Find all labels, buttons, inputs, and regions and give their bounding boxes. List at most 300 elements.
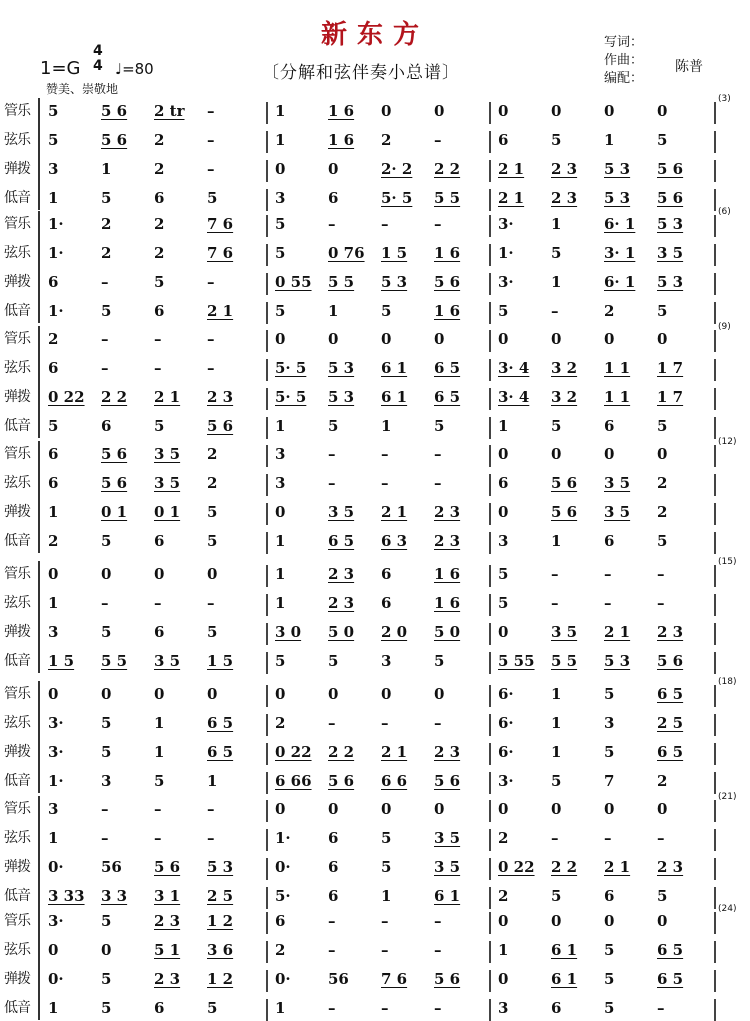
measure-number: (9) xyxy=(718,322,731,332)
beat-notation: – xyxy=(154,359,162,377)
beat-notation: 1 xyxy=(101,160,112,178)
beat-notation: 6 xyxy=(48,445,59,463)
beat-notation: 0 xyxy=(657,330,668,348)
beat-notation: 5 3 xyxy=(657,273,684,291)
barline xyxy=(714,565,716,587)
measure-row xyxy=(275,941,487,963)
beat-notation: 1 6 xyxy=(434,594,461,612)
beat-notation: 0 xyxy=(381,102,392,120)
beat-notation: 0 xyxy=(48,685,59,703)
system-bracket xyxy=(38,441,40,553)
beat-notation: 5 xyxy=(551,244,562,262)
beat-notation: 5 xyxy=(657,302,668,320)
barline xyxy=(489,388,491,410)
beat-notation: 3· xyxy=(498,215,514,233)
beat-notation: – xyxy=(434,445,442,463)
beat-notation: 0 xyxy=(498,445,509,463)
barline xyxy=(266,215,268,237)
score-title: 新东方 xyxy=(320,20,429,50)
beat-notation: 6 5 xyxy=(657,970,684,988)
beat-notation: 6 xyxy=(381,594,392,612)
beat-notation: 0 xyxy=(498,102,509,120)
beat-notation: 2 xyxy=(657,503,668,521)
measure-row xyxy=(275,829,487,851)
beat-notation: 0 xyxy=(275,330,286,348)
beat-notation: 0 xyxy=(434,102,445,120)
beat-notation: 1 xyxy=(551,273,562,291)
time-signature xyxy=(93,44,103,74)
beat-notation: 5 xyxy=(604,685,615,703)
beat-notation: 1 5 xyxy=(48,652,75,670)
beat-notation: 2 tr xyxy=(154,102,185,120)
measure-row xyxy=(48,999,260,1021)
beat-notation: 3 xyxy=(604,714,615,732)
beat-notation: 5 xyxy=(604,970,615,988)
beat-notation: 0 xyxy=(551,445,562,463)
beat-notation: 5 xyxy=(498,302,509,320)
barline xyxy=(714,445,716,467)
beat-notation: 0 xyxy=(101,565,112,583)
beat-notation: 2 xyxy=(275,941,286,959)
measure-row xyxy=(275,999,487,1021)
beat-notation: 6 5 xyxy=(207,714,234,732)
beat-notation: 6 5 xyxy=(657,685,684,703)
measure-row xyxy=(498,652,710,674)
part-label: 管乐 xyxy=(4,103,30,119)
measure-row xyxy=(498,623,710,645)
beat-notation: 2 1 xyxy=(498,189,525,207)
beat-notation: 2 xyxy=(207,445,218,463)
barline xyxy=(489,532,491,554)
beat-notation: 2 2 xyxy=(101,388,128,406)
beat-notation: – xyxy=(604,565,612,583)
beat-notation: 3 5 xyxy=(434,858,461,876)
beat-notation: 0 xyxy=(434,330,445,348)
beat-notation: 5· 5 xyxy=(381,189,413,207)
measure-row xyxy=(498,359,710,381)
score-system xyxy=(0,92,750,210)
measure-row xyxy=(275,652,487,674)
beat-notation: 1 xyxy=(275,594,286,612)
beat-notation: 2 3 xyxy=(328,565,355,583)
beat-notation: 1· xyxy=(275,829,291,847)
beat-notation: 1 xyxy=(328,302,339,320)
beat-notation: 2 3 xyxy=(551,189,578,207)
measure-row xyxy=(48,970,260,992)
beat-notation: 0 xyxy=(604,445,615,463)
beat-notation: 2· 2 xyxy=(381,160,413,178)
barline xyxy=(489,215,491,237)
beat-notation: 5 3 xyxy=(604,189,631,207)
beat-notation: 2 3 xyxy=(657,623,684,641)
beat-notation: 5 xyxy=(381,858,392,876)
measure-row xyxy=(48,503,260,525)
measure-row xyxy=(48,160,260,182)
measure-row xyxy=(48,244,260,266)
beat-notation: – xyxy=(207,102,215,120)
barline xyxy=(266,102,268,124)
beat-notation: 5 xyxy=(101,714,112,732)
beat-notation: 6 xyxy=(154,532,165,550)
beat-notation: – xyxy=(101,359,109,377)
beat-notation: 6 1 xyxy=(551,941,578,959)
beat-notation: 5 xyxy=(551,772,562,790)
measure-row xyxy=(48,215,260,237)
part-label: 管乐 xyxy=(4,446,30,462)
beat-notation: – xyxy=(657,999,665,1017)
barline xyxy=(266,273,268,295)
beat-notation: 0 1 xyxy=(101,503,128,521)
beat-notation: 0 xyxy=(101,941,112,959)
beat-notation: 1· xyxy=(48,215,64,233)
beat-notation: 5 6 xyxy=(434,970,461,988)
beat-notation: 0 xyxy=(381,800,392,818)
part-label: 弹拨 xyxy=(4,624,30,640)
beat-notation: 1 1 xyxy=(604,359,631,377)
measure-number: (3) xyxy=(718,94,731,104)
beat-notation: 3· xyxy=(498,772,514,790)
beat-notation: 5 xyxy=(328,417,339,435)
measure-row xyxy=(275,215,487,237)
beat-notation: – xyxy=(434,474,442,492)
beat-notation: 5 xyxy=(101,970,112,988)
system-bracket xyxy=(38,211,40,323)
barline xyxy=(714,800,716,822)
measure-row xyxy=(275,594,487,616)
beat-notation: – xyxy=(328,714,336,732)
measure-row xyxy=(498,215,710,237)
barline xyxy=(714,970,716,992)
measure-row xyxy=(48,652,260,674)
beat-notation: 0 xyxy=(101,685,112,703)
part-label: 低音 xyxy=(4,418,30,434)
beat-notation: 3 xyxy=(48,800,59,818)
beat-notation: – xyxy=(381,941,389,959)
beat-notation: 5 xyxy=(604,743,615,761)
beat-notation: – xyxy=(154,800,162,818)
beat-notation: 2 3 xyxy=(434,743,461,761)
beat-notation: – xyxy=(657,594,665,612)
measure-row xyxy=(48,685,260,707)
beat-notation: 0 xyxy=(498,800,509,818)
beat-notation: 0 xyxy=(207,565,218,583)
measure-row xyxy=(498,388,710,410)
part-label: 弦乐 xyxy=(4,245,30,261)
beat-notation: 5 3 xyxy=(604,652,631,670)
beat-notation: 1 xyxy=(498,417,509,435)
part-label: 弹拨 xyxy=(4,161,30,177)
barline xyxy=(266,503,268,525)
beat-notation: 1 xyxy=(48,829,59,847)
beat-notation: 5 xyxy=(434,417,445,435)
beat-notation: 0 xyxy=(154,685,165,703)
score-system xyxy=(0,320,750,438)
beat-notation: 0 22 xyxy=(275,743,312,761)
beat-notation: 5 3 xyxy=(328,359,355,377)
barline xyxy=(266,912,268,934)
beat-notation: 2 1 xyxy=(207,302,234,320)
barline xyxy=(714,532,716,554)
barline xyxy=(489,131,491,153)
beat-notation: – xyxy=(207,359,215,377)
beat-notation: 0 xyxy=(551,800,562,818)
beat-notation: 5 6 xyxy=(101,131,128,149)
beat-notation: 5 xyxy=(101,302,112,320)
beat-notation: 6 5 xyxy=(657,743,684,761)
beat-notation: 0 xyxy=(275,503,286,521)
barline xyxy=(266,131,268,153)
beat-notation: 3· 4 xyxy=(498,388,530,406)
barline xyxy=(714,999,716,1021)
beat-notation: 5 xyxy=(604,941,615,959)
meter-top: 4 xyxy=(93,43,103,59)
beat-notation: – xyxy=(434,912,442,930)
beat-notation: 5 3 xyxy=(381,273,408,291)
beat-notation: 5 xyxy=(328,652,339,670)
measure-row xyxy=(275,970,487,992)
measure-row xyxy=(48,388,260,410)
beat-notation: 1· xyxy=(48,302,64,320)
measure-row xyxy=(498,131,710,153)
beat-notation: 2 3 xyxy=(154,912,181,930)
barline xyxy=(714,594,716,616)
beat-notation: 5 3 xyxy=(328,388,355,406)
measure-row xyxy=(498,743,710,765)
credit-composer: 作曲： xyxy=(604,53,644,68)
beat-notation: 3 xyxy=(48,160,59,178)
beat-notation: 1 xyxy=(275,532,286,550)
measure-row xyxy=(48,445,260,467)
beat-notation: 5 3 xyxy=(657,215,684,233)
beat-notation: 1 xyxy=(207,772,218,790)
beat-notation: 0 55 xyxy=(275,273,312,291)
measure-row xyxy=(48,623,260,645)
beat-notation: 2 xyxy=(657,772,668,790)
composer-name: 陈普 xyxy=(675,59,703,75)
beat-notation: 6 66 xyxy=(275,772,312,790)
barline xyxy=(266,445,268,467)
beat-notation: – xyxy=(381,215,389,233)
beat-notation: – xyxy=(604,594,612,612)
beat-notation: 2 1 xyxy=(381,743,408,761)
beat-notation: – xyxy=(381,999,389,1017)
beat-notation: 6 xyxy=(154,302,165,320)
beat-notation: 3 5 xyxy=(154,652,181,670)
beat-notation: – xyxy=(207,800,215,818)
barline xyxy=(489,912,491,934)
beat-notation: 6 xyxy=(101,417,112,435)
credit-lyrics: 写词： xyxy=(604,35,644,50)
beat-notation: 0 xyxy=(275,160,286,178)
beat-notation: – xyxy=(381,714,389,732)
beat-notation: – xyxy=(154,594,162,612)
measure-row xyxy=(275,388,487,410)
system-bracket xyxy=(38,98,40,210)
beat-notation: – xyxy=(207,131,215,149)
part-label: 低音 xyxy=(4,533,30,549)
part-label: 弹拨 xyxy=(4,504,30,520)
barline xyxy=(266,800,268,822)
barline xyxy=(714,743,716,765)
measure-row xyxy=(498,941,710,963)
barline xyxy=(489,714,491,736)
beat-notation: 5 xyxy=(657,532,668,550)
measure-row xyxy=(498,829,710,851)
beat-notation: 3 5 xyxy=(604,474,631,492)
beat-notation: 1 6 xyxy=(328,131,355,149)
beat-notation: 5 xyxy=(604,999,615,1017)
beat-notation: 3 5 xyxy=(657,244,684,262)
beat-notation: 0 xyxy=(657,800,668,818)
measure-row xyxy=(498,800,710,822)
beat-notation: 5 6 xyxy=(101,474,128,492)
beat-notation: 1 xyxy=(154,714,165,732)
beat-notation: 0 22 xyxy=(48,388,85,406)
barline xyxy=(489,160,491,182)
part-label: 弹拨 xyxy=(4,744,30,760)
part-label: 弦乐 xyxy=(4,715,30,731)
beat-notation: 2 xyxy=(154,244,165,262)
beat-notation: 5 5 xyxy=(328,273,355,291)
beat-notation: 5 6 xyxy=(657,160,684,178)
score-system xyxy=(0,790,750,908)
beat-notation: 0 xyxy=(657,912,668,930)
measure-row xyxy=(498,273,710,295)
beat-notation: 5 6 xyxy=(657,189,684,207)
beat-notation: 6· 1 xyxy=(604,273,636,291)
measure-row xyxy=(275,445,487,467)
beat-notation: 2 3 xyxy=(328,594,355,612)
beat-notation: 3 xyxy=(498,999,509,1017)
beat-notation: 5· 5 xyxy=(275,359,307,377)
measure-row xyxy=(275,503,487,525)
beat-notation: 5 xyxy=(275,244,286,262)
beat-notation: 2 1 xyxy=(154,388,181,406)
beat-notation: 5 xyxy=(551,417,562,435)
measure-row xyxy=(48,474,260,496)
beat-notation: 1 xyxy=(381,417,392,435)
beat-notation: 3 xyxy=(48,623,59,641)
barline xyxy=(489,685,491,707)
measure-row xyxy=(275,714,487,736)
beat-notation: 5 xyxy=(381,829,392,847)
measure-row xyxy=(275,685,487,707)
part-label: 弹拨 xyxy=(4,859,30,875)
beat-notation: 2 3 xyxy=(207,388,234,406)
beat-notation: 0 xyxy=(328,685,339,703)
measure-number: (18) xyxy=(718,677,737,687)
measure-row xyxy=(48,858,260,880)
part-label: 弦乐 xyxy=(4,475,30,491)
part-label: 管乐 xyxy=(4,913,30,929)
barline xyxy=(266,623,268,645)
beat-notation: – xyxy=(434,215,442,233)
measure-number: (21) xyxy=(718,792,737,802)
measure-number: (12) xyxy=(718,437,737,447)
part-label: 低音 xyxy=(4,303,30,319)
system-bracket xyxy=(38,561,40,673)
beat-notation: 7 6 xyxy=(207,244,234,262)
beat-notation: 5 xyxy=(551,131,562,149)
beat-notation: 2 xyxy=(101,244,112,262)
beat-notation: – xyxy=(328,912,336,930)
beat-notation: 6· xyxy=(498,743,514,761)
measure-row xyxy=(275,244,487,266)
part-label: 管乐 xyxy=(4,216,30,232)
measure-number: (24) xyxy=(718,904,737,914)
barline xyxy=(266,594,268,616)
measure-row xyxy=(48,594,260,616)
barline xyxy=(489,623,491,645)
barline xyxy=(489,503,491,525)
barline xyxy=(266,565,268,587)
measure-row xyxy=(48,102,260,124)
beat-notation: 5 xyxy=(275,652,286,670)
beat-notation: 6 5 xyxy=(434,388,461,406)
barline xyxy=(266,999,268,1021)
measure-row xyxy=(48,714,260,736)
barline xyxy=(489,743,491,765)
beat-notation: 7 6 xyxy=(207,215,234,233)
barline xyxy=(266,685,268,707)
barline xyxy=(714,858,716,880)
beat-notation: 0 xyxy=(328,800,339,818)
beat-notation: 5 xyxy=(657,131,668,149)
beat-notation: 1 xyxy=(498,941,509,959)
beat-notation: 5 xyxy=(48,102,59,120)
beat-notation: 5 xyxy=(657,417,668,435)
beat-notation: 0 xyxy=(604,102,615,120)
beat-notation: 3 5 xyxy=(551,623,578,641)
beat-notation: 6 1 xyxy=(381,388,408,406)
measure-row xyxy=(48,800,260,822)
barline xyxy=(714,652,716,674)
beat-notation: 0 1 xyxy=(154,503,181,521)
beat-notation: 0 xyxy=(551,102,562,120)
beat-notation: 5 6 xyxy=(101,102,128,120)
beat-notation: 3 5 xyxy=(434,829,461,847)
measure-row xyxy=(498,160,710,182)
beat-notation: 5 xyxy=(207,623,218,641)
barline xyxy=(714,131,716,153)
measure-row xyxy=(498,244,710,266)
barline xyxy=(489,652,491,674)
beat-notation: 5 xyxy=(48,131,59,149)
beat-notation: – xyxy=(207,594,215,612)
part-label: 管乐 xyxy=(4,801,30,817)
beat-notation: 5 xyxy=(207,532,218,550)
beat-notation: 3 2 xyxy=(551,359,578,377)
beat-notation: – xyxy=(381,445,389,463)
beat-notation: 0 xyxy=(275,800,286,818)
barline xyxy=(714,215,716,237)
beat-notation: 0· xyxy=(275,970,291,988)
beat-notation: 1 xyxy=(275,102,286,120)
part-label: 弦乐 xyxy=(4,942,30,958)
beat-notation: 6 1 xyxy=(551,970,578,988)
beat-notation: 1 xyxy=(48,594,59,612)
part-label: 管乐 xyxy=(4,566,30,582)
expression-marking: 赞美、崇敬地 xyxy=(46,82,119,96)
barline xyxy=(714,273,716,295)
beat-notation: 3 33 xyxy=(48,887,85,905)
measure-row xyxy=(48,273,260,295)
beat-notation: 5 xyxy=(101,532,112,550)
beat-notation: 3 xyxy=(275,474,286,492)
measure-row xyxy=(275,273,487,295)
beat-notation: 0 xyxy=(657,445,668,463)
beat-notation: 6 xyxy=(154,623,165,641)
